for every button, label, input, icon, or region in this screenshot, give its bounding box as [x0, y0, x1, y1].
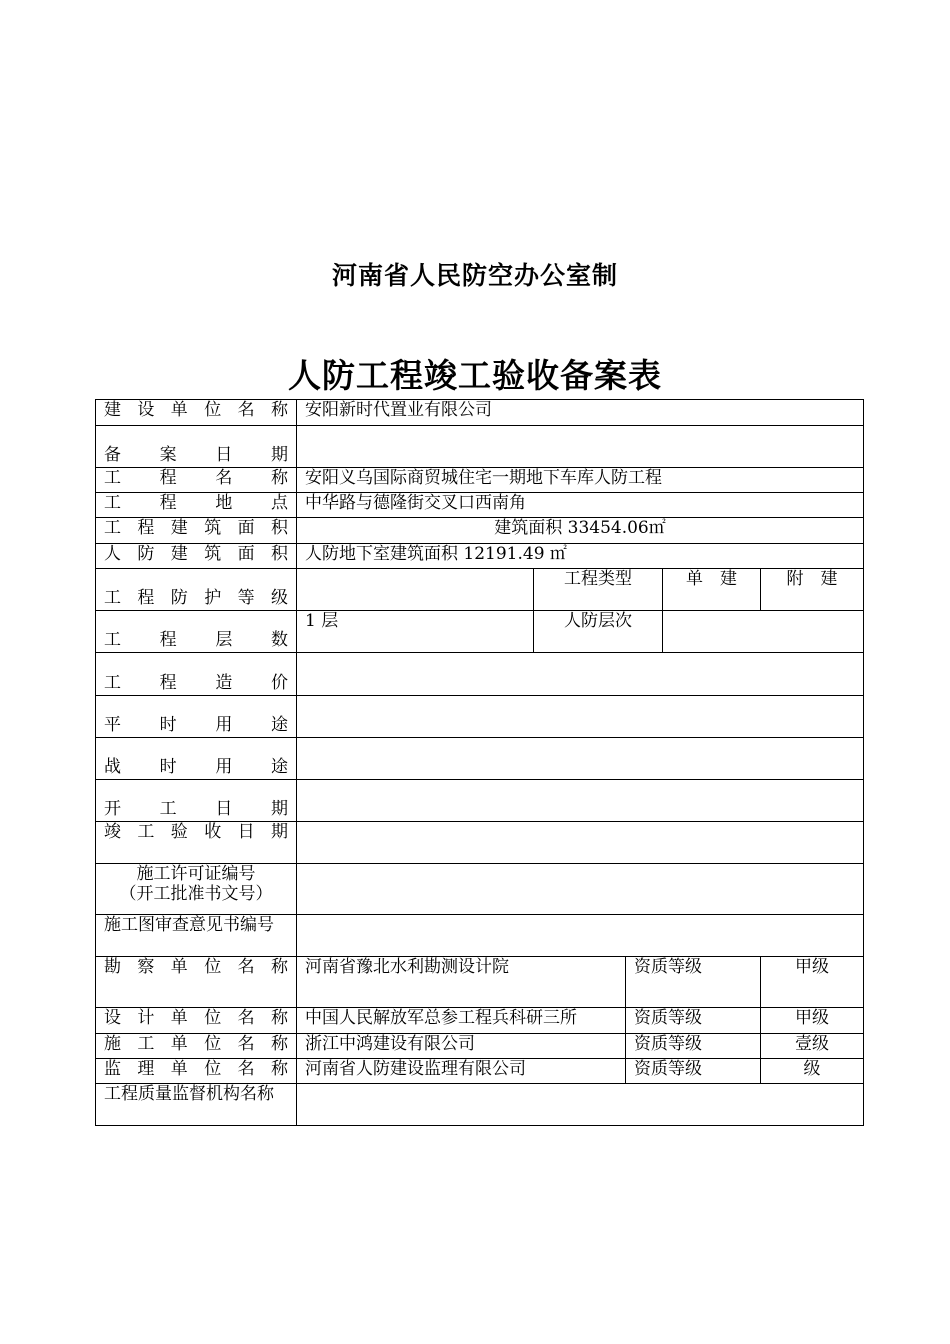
label-quality-agency: 工程质量监督机构名称 [96, 1084, 297, 1126]
value-wartime-use[interactable] [297, 738, 864, 780]
label-completion-date: 竣工验收日期 [96, 822, 297, 864]
value-drawing-review-no[interactable] [297, 915, 864, 957]
row-record-date [96, 426, 864, 468]
label-start-date: 开工日期 [96, 780, 297, 822]
label-building-area: 工程建筑面积 [96, 518, 297, 544]
value-build-unit[interactable]: 安阳新时代置业有限公司 [297, 400, 864, 426]
row-design-unit [96, 1008, 864, 1034]
row-peacetime-use [96, 696, 864, 738]
row-cost [96, 653, 864, 696]
label-project-type: 工程类型 [534, 569, 663, 611]
option-standalone[interactable]: 单 建 [663, 569, 761, 611]
label-permit-no-line1: 施工许可证编号 [136, 864, 256, 884]
value-construction-unit[interactable]: 浙江中鸿建设有限公司 [297, 1034, 626, 1059]
label-record-date: 备案日期 [96, 426, 297, 468]
row-building-area [96, 518, 864, 544]
label-cost: 工程造价 [96, 653, 297, 696]
value-start-date[interactable] [297, 780, 864, 822]
label-permit-no [96, 864, 297, 915]
value-defense-level[interactable] [663, 611, 864, 653]
value-design-qual[interactable]: 甲级 [761, 1008, 864, 1034]
label-design-qual: 资质等级 [626, 1008, 761, 1034]
row-supervision-unit [96, 1059, 864, 1084]
value-record-date[interactable] [297, 426, 864, 468]
row-permit-no [96, 864, 864, 915]
issuer-title: 河南省人民防空办公室制 [331, 261, 618, 290]
value-construction-qual[interactable]: 壹级 [761, 1034, 864, 1059]
value-floors[interactable]: 1 层 [297, 611, 534, 653]
value-supervision-qual[interactable]: 级 [761, 1059, 864, 1084]
row-protection-level [96, 569, 864, 611]
row-drawing-review-no [96, 915, 864, 957]
label-supervision-unit: 监理单位名称 [96, 1059, 297, 1084]
label-supervision-qual: 资质等级 [626, 1059, 761, 1084]
label-floors: 工程层数 [96, 611, 297, 653]
value-quality-agency[interactable] [297, 1084, 864, 1126]
label-survey-unit: 勘察单位名称 [96, 957, 297, 1008]
label-permit-no-line2: （开工批准书文号） [119, 884, 273, 904]
row-project-site [96, 493, 864, 518]
label-civil-defense-area: 人防建筑面积 [96, 544, 297, 569]
value-completion-date[interactable] [297, 822, 864, 864]
label-drawing-review-no: 施工图审查意见书编号 [96, 915, 297, 957]
option-attached[interactable]: 附 建 [761, 569, 864, 611]
form-title: 人防工程竣工验收备案表 [288, 356, 662, 395]
value-project-site[interactable]: 中华路与德隆街交叉口西南角 [297, 493, 864, 518]
value-design-unit[interactable]: 中国人民解放军总参工程兵科研三所 [297, 1008, 626, 1034]
label-construction-qual: 资质等级 [626, 1034, 761, 1059]
label-defense-level: 人防层次 [534, 611, 663, 653]
record-form-table [95, 399, 864, 1126]
value-project-name[interactable]: 安阳义乌国际商贸城住宅一期地下车库人防工程 [297, 468, 864, 493]
row-build-unit [96, 400, 864, 426]
row-completion-date [96, 822, 864, 864]
row-survey-unit [96, 957, 864, 1008]
value-building-area[interactable]: 建筑面积 33454.06㎡ [297, 518, 864, 544]
row-start-date [96, 780, 864, 822]
label-peacetime-use: 平时用途 [96, 696, 297, 738]
row-construction-unit [96, 1034, 864, 1059]
label-design-unit: 设计单位名称 [96, 1008, 297, 1034]
value-permit-no[interactable] [297, 864, 864, 915]
value-survey-unit[interactable]: 河南省豫北水利勘测设计院 [297, 957, 626, 1008]
label-protection-level: 工程防护等级 [96, 569, 297, 611]
row-quality-agency [96, 1084, 864, 1126]
label-wartime-use: 战时用途 [96, 738, 297, 780]
value-supervision-unit[interactable]: 河南省人防建设监理有限公司 [297, 1059, 626, 1084]
value-civil-defense-area[interactable]: 人防地下室建筑面积 12191.49 ㎡ [297, 544, 864, 569]
label-project-site: 工程地点 [96, 493, 297, 518]
label-construction-unit: 施工单位名称 [96, 1034, 297, 1059]
label-build-unit: 建设单位名称 [96, 400, 297, 426]
label-survey-qual: 资质等级 [626, 957, 761, 1008]
value-cost[interactable] [297, 653, 864, 696]
value-protection-level[interactable] [297, 569, 534, 611]
row-civil-defense-area [96, 544, 864, 569]
row-floors [96, 611, 864, 653]
row-wartime-use [96, 738, 864, 780]
value-survey-qual[interactable]: 甲级 [761, 957, 864, 1008]
row-project-name [96, 468, 864, 493]
label-project-name: 工程名称 [96, 468, 297, 493]
value-peacetime-use[interactable] [297, 696, 864, 738]
